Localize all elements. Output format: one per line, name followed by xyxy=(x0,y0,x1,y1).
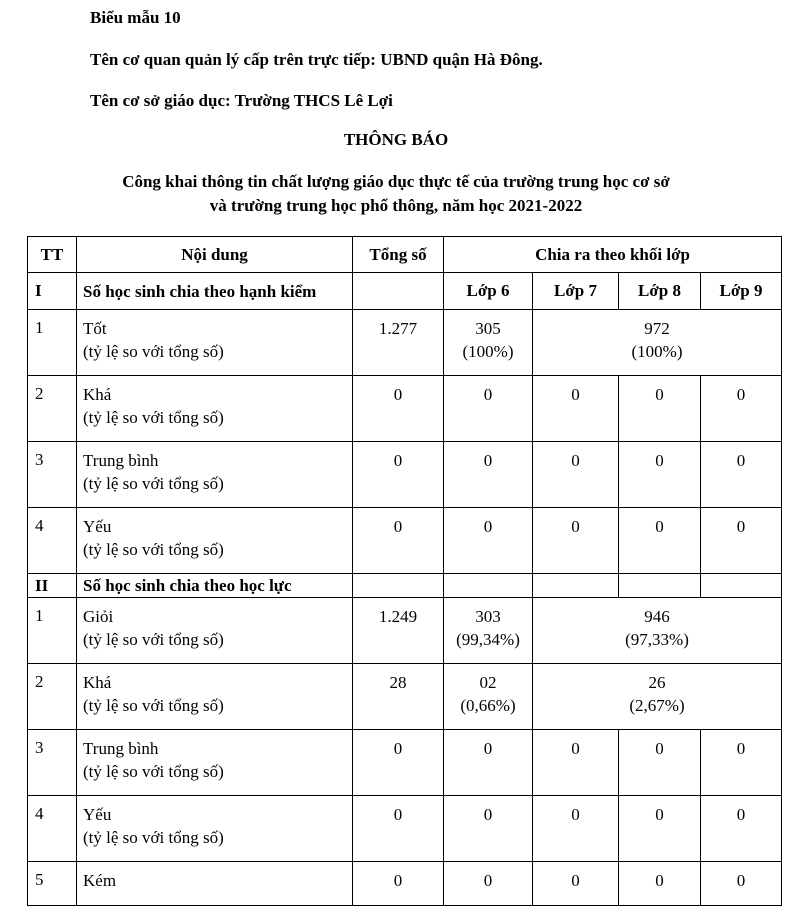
grade-7-value: 0 xyxy=(533,796,619,862)
row-label: Tốt (tỷ lệ so với tổng số) xyxy=(77,310,353,376)
table-row xyxy=(28,508,782,574)
row-total: 0 xyxy=(353,730,444,796)
section-row xyxy=(28,273,782,310)
row-label: Khá (tỷ lệ so với tổng số) xyxy=(77,376,353,442)
agency-line: Tên cơ quan quản lý cấp trên trực tiếp: UBND quận Hà Đông. xyxy=(90,50,543,69)
grade-6-value: 0 xyxy=(444,376,533,442)
grade-8-value: 0 xyxy=(619,508,701,574)
section-number: II xyxy=(28,574,77,598)
grade-9-header: Lớp 9 xyxy=(701,273,782,310)
grade-6-value: 0 xyxy=(444,862,533,906)
grade-7-value: 0 xyxy=(533,862,619,906)
row-number: 2 xyxy=(28,664,77,730)
row-number: 1 xyxy=(28,310,77,376)
grade-6-value: 0 xyxy=(444,796,533,862)
row-number: 4 xyxy=(28,796,77,862)
grade-6-header: Lớp 6 xyxy=(444,273,533,310)
grade-8-value: 0 xyxy=(619,376,701,442)
empty-cell xyxy=(444,574,533,598)
row-total: 0 xyxy=(353,796,444,862)
grade-7-9-value: 26 (2,67%) xyxy=(533,664,782,730)
grade-9-value: 0 xyxy=(701,442,782,508)
empty-cell xyxy=(533,574,619,598)
section-title: Số học sinh chia theo hạnh kiểm xyxy=(77,273,353,310)
col-tt-header: TT xyxy=(28,237,77,273)
grade-7-value: 0 xyxy=(533,508,619,574)
grade-6-value: 0 xyxy=(444,508,533,574)
school-line: Tên cơ sở giáo dục: Trường THCS Lê Lợi xyxy=(90,91,393,110)
row-total: 1.277 xyxy=(353,310,444,376)
row-number: 4 xyxy=(28,508,77,574)
row-number: 5 xyxy=(28,862,77,906)
notice-subtitle-2: và trường trung học phổ thông, năm học 2021-2022 xyxy=(209,196,583,215)
table-row xyxy=(28,796,782,862)
section-number: I xyxy=(28,273,77,310)
grade-7-value: 0 xyxy=(533,442,619,508)
empty-cell xyxy=(353,273,444,310)
grade-8-value: 0 xyxy=(619,442,701,508)
grade-9-value: 0 xyxy=(701,508,782,574)
empty-cell xyxy=(353,574,444,598)
row-total: 1.249 xyxy=(353,598,444,664)
row-label: Trung bình (tỷ lệ so với tổng số) xyxy=(77,730,353,796)
grade-9-value: 0 xyxy=(701,862,782,906)
grade-8-header: Lớp 8 xyxy=(619,273,701,310)
grade-6-value: 0 xyxy=(444,442,533,508)
row-total: 0 xyxy=(353,508,444,574)
row-number: 2 xyxy=(28,376,77,442)
col-total-header: Tổng số xyxy=(353,237,444,273)
notice-title: THÔNG BÁO xyxy=(343,130,449,149)
grade-8-value: 0 xyxy=(619,730,701,796)
row-total: 0 xyxy=(353,442,444,508)
grade-7-header: Lớp 7 xyxy=(533,273,619,310)
grade-7-value: 0 xyxy=(533,376,619,442)
education-quality-table xyxy=(27,236,782,906)
row-number: 3 xyxy=(28,442,77,508)
grade-6-value: 303 (99,34%) xyxy=(444,598,533,664)
table-row xyxy=(28,664,782,730)
row-total: 0 xyxy=(353,376,444,442)
grade-6-value: 0 xyxy=(444,730,533,796)
grade-9-value: 0 xyxy=(701,796,782,862)
row-label: Giỏi (tỷ lệ so với tổng số) xyxy=(77,598,353,664)
table-row xyxy=(28,310,782,376)
grade-7-9-value: 972 (100%) xyxy=(533,310,782,376)
row-label: Kém xyxy=(77,862,353,906)
table-row xyxy=(28,442,782,508)
row-total: 0 xyxy=(353,862,444,906)
empty-cell xyxy=(701,574,782,598)
empty-cell xyxy=(619,574,701,598)
row-label: Khá (tỷ lệ so với tổng số) xyxy=(77,664,353,730)
section-row xyxy=(28,574,782,598)
grade-9-value: 0 xyxy=(701,376,782,442)
form-number: Biểu mẫu 10 xyxy=(90,8,181,27)
table-row xyxy=(28,862,782,906)
row-label: Yếu (tỷ lệ so với tổng số) xyxy=(77,796,353,862)
col-grades-header: Chia ra theo khối lớp xyxy=(444,237,782,273)
grade-9-value: 0 xyxy=(701,730,782,796)
grade-7-value: 0 xyxy=(533,730,619,796)
row-total: 28 xyxy=(353,664,444,730)
table-row xyxy=(28,376,782,442)
row-label: Yếu (tỷ lệ so với tổng số) xyxy=(77,508,353,574)
table-row xyxy=(28,598,782,664)
table-header-row xyxy=(28,237,782,273)
col-content-header: Nội dung xyxy=(77,237,353,273)
grade-6-value: 02 (0,66%) xyxy=(444,664,533,730)
section-title: Số học sinh chia theo học lực xyxy=(77,574,353,598)
row-label: Trung bình (tỷ lệ so với tổng số) xyxy=(77,442,353,508)
row-number: 1 xyxy=(28,598,77,664)
table-row xyxy=(28,730,782,796)
grade-8-value: 0 xyxy=(619,862,701,906)
grade-6-value: 305 (100%) xyxy=(444,310,533,376)
row-number: 3 xyxy=(28,730,77,796)
grade-8-value: 0 xyxy=(619,796,701,862)
grade-7-9-value: 946 (97,33%) xyxy=(533,598,782,664)
notice-subtitle-1: Công khai thông tin chất lượng giáo dục thực tế của trường trung học cơ sở xyxy=(122,172,670,191)
